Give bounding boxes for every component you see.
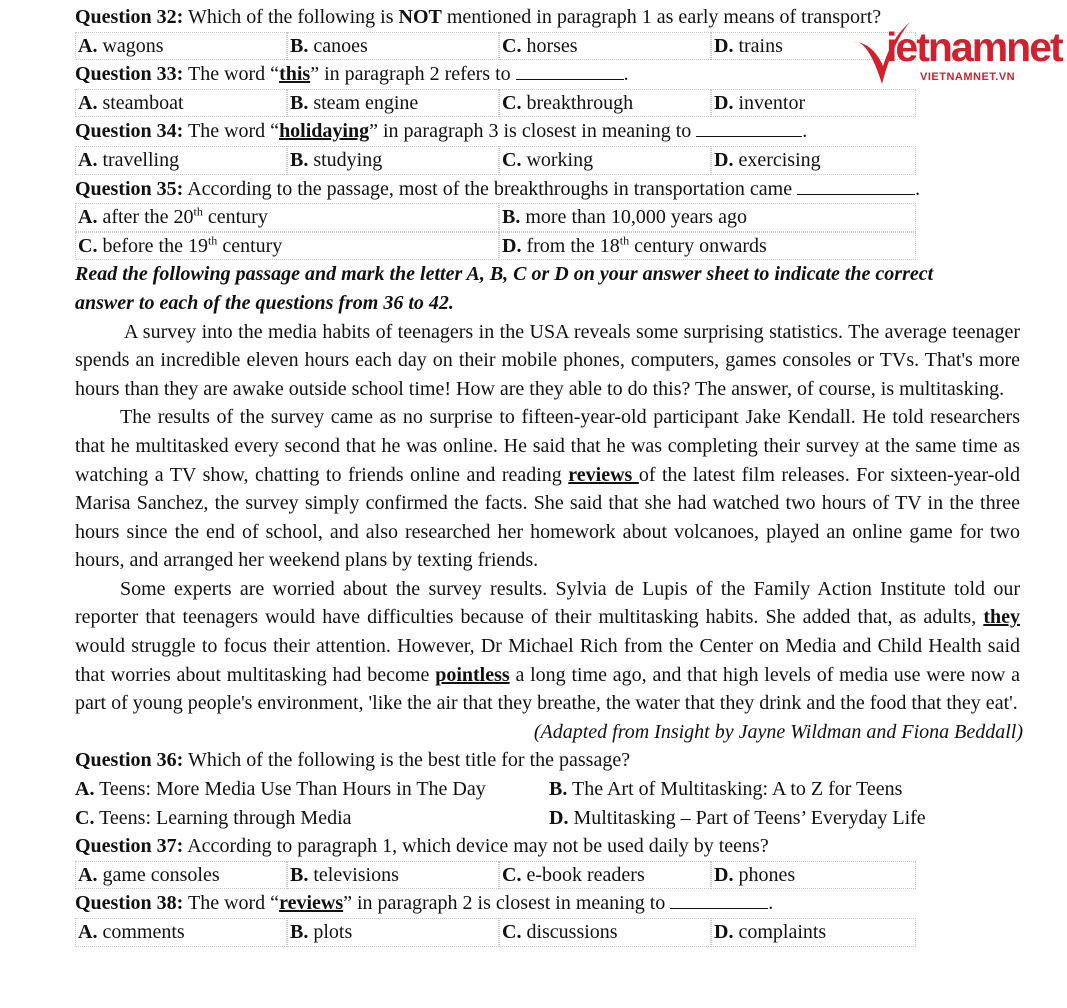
question-35-options — [75, 203, 916, 260]
option-c[interactable]: C. breakthrough — [499, 89, 711, 118]
logo-domain: VIETNAMNET.VN — [920, 71, 1016, 83]
option-c[interactable]: C. working — [499, 146, 711, 175]
passage-paragraph-3: Some experts are worried about the survey results. Sylvia de Lupis of the Family Action Institute told our reporter that teenagers would have difficulties because of their multitasking habits. She added that, as adults, they would struggle to focus their attention. However, Dr Michael Rich from the Center on Media and Child Health said that worries about multitasking had become pointless a long time ago, and that high levels of media use were now a part of young people's environment, 'like the air that they breathe, the water that they drink and the food that they eat'. — [75, 577, 1021, 715]
passage-paragraph-2: The results of the survey came as no surprise to fifteen-year-old participant Jake Kendall. He told researchers that he multitasked every second that he was online. He said that he was completing their survey at the same time as watching a TV show, chatting to friends online and reading reviews of the latest film releases. For sixteen-year-old Marisa Sanchez, the survey simply confirmed the facts. She said that she had watched two hours of TV in the three hours since the end of school, and also researched her homework about volcanoes, played an online game for two hours, and arranged her weekend plans by texting friends. — [75, 406, 1020, 572]
option-d[interactable]: D. inventor — [711, 89, 916, 118]
question-32: Question 32: Which of the following is NOT mentioned in paragraph 1 as early means of transport? — [75, 6, 882, 28]
question-36: Question 36: Which of the following is the best title for the passage? — [75, 749, 631, 772]
option-d[interactable]: D. trains — [711, 32, 916, 61]
option-b[interactable]: B. The Art of Multitasking: A to Z for Teens — [549, 778, 903, 801]
option-a[interactable]: A. after the 20th century — [75, 203, 499, 232]
option-d[interactable]: D. phones — [711, 861, 916, 890]
passage-source: (Adapted from Insight by Jayne Wildman and Fiona Beddall) — [533, 720, 1023, 743]
option-a[interactable]: A. Teens: More Media Use Than Hours in The Day — [75, 778, 486, 801]
option-b[interactable]: B. steam engine — [287, 89, 499, 118]
question-38: Question 38: The word “reviews” in paragraph 2 is closest in meaning to . — [75, 892, 774, 915]
vietnamnet-logo — [852, 20, 1062, 88]
question-33: Question 33: The word “this” in paragraph 2 refers to . — [75, 63, 629, 86]
option-b[interactable]: B. canoes — [287, 32, 499, 61]
question-38-options — [75, 918, 916, 947]
answer-blank — [516, 61, 624, 80]
answer-blank — [670, 890, 768, 909]
option-c[interactable]: C. discussions — [499, 918, 711, 947]
option-d[interactable]: D. Multitasking – Part of Teens’ Everyday Life — [549, 806, 926, 829]
question-32-options — [75, 32, 916, 61]
answer-blank — [797, 176, 915, 195]
option-a[interactable]: A. steamboat — [75, 89, 287, 118]
answer-blank — [696, 118, 802, 137]
reading-instruction: Read the following passage and mark the letter A, B, C or D on your answer sheet to indicate the correct answer to each of the questions from 36 to 42. — [75, 263, 934, 314]
option-c[interactable]: C. Teens: Learning through Media — [75, 806, 352, 829]
option-a[interactable]: A. wagons — [75, 32, 287, 61]
question-35: Question 35: According to the passage, most of the breakthroughs in transportation came . — [75, 177, 921, 200]
question-37: Question 37: According to paragraph 1, which device may not be used daily by teens? — [75, 835, 769, 858]
question-33-options — [75, 89, 916, 118]
question-34-options — [75, 146, 916, 175]
option-d[interactable]: D. exercising — [711, 146, 916, 175]
question-34: Question 34: The word “holidaying” in paragraph 3 is closest in meaning to . — [75, 120, 808, 143]
option-c[interactable]: C. e-book readers — [499, 861, 711, 890]
option-c[interactable]: C. horses — [499, 32, 711, 61]
logo-wordmark: ietnamnet — [886, 24, 1062, 70]
question-37-options — [75, 861, 916, 890]
option-d[interactable]: D. complaints — [711, 918, 916, 947]
option-b[interactable]: B. plots — [287, 918, 499, 947]
option-b[interactable]: B. more than 10,000 years ago — [499, 203, 916, 232]
option-a[interactable]: A. travelling — [75, 146, 287, 175]
option-d[interactable]: D. from the 18th century onwards — [499, 232, 916, 261]
passage-paragraph-1: A survey into the media habits of teenagers in the USA reveals some surprising statistics. The average teenager spends an incredible eleven hours each day on their mobile phones, computers, games consoles or TVs. That's more hours than they are awake outside school time! How are they able to do this? The answer, of course, is multitasking. — [75, 320, 1020, 400]
question-36-options — [75, 775, 1020, 832]
option-b[interactable]: B. televisions — [287, 861, 499, 890]
option-a[interactable]: A. game consoles — [75, 861, 287, 890]
option-b[interactable]: B. studying — [287, 146, 499, 175]
option-a[interactable]: A. comments — [75, 918, 287, 947]
option-c[interactable]: C. before the 19th century — [75, 232, 499, 261]
exam-page — [75, 3, 1023, 947]
